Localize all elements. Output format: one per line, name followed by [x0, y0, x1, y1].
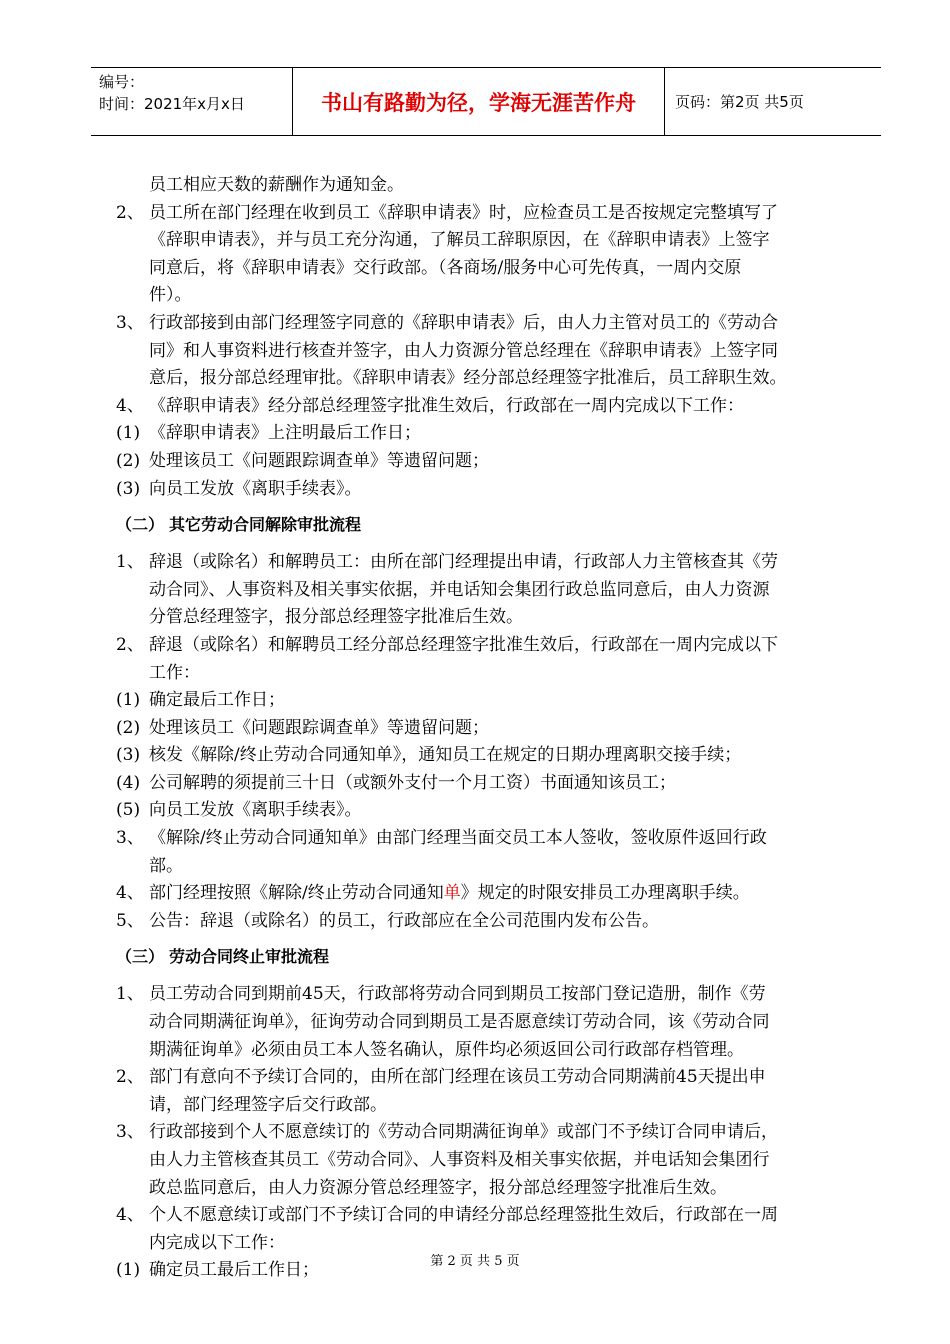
- sub-item: [116, 797, 876, 825]
- item-text: 向员工发放《离职手续表》。: [149, 800, 362, 821]
- item-number: 2、: [116, 202, 144, 223]
- sub-item: [116, 420, 876, 448]
- item-text: 处理该员工《问题跟踪调查单》等遗留问题；: [149, 450, 489, 471]
- section-heading: [116, 509, 876, 541]
- text-line: 动合同期满征询单》，征询劳动合同到期员工是否愿意续订劳动合同，该《劳动合同: [149, 1012, 770, 1033]
- sub-item: [116, 687, 876, 715]
- item-text: 处理该员工《问题跟踪调查单》等遗留问题；: [149, 717, 489, 738]
- list-item: [116, 549, 876, 577]
- list-item: [116, 310, 876, 338]
- text-line: 内完成以下工作：: [149, 1232, 285, 1253]
- item-number: 4、: [116, 1205, 144, 1226]
- item-text: 辞退（或除名）和解聘员工经分部总经理签字批准生效后，行政部在一周内完成以下: [149, 634, 778, 655]
- text-line: 员工相应天数的薪酬作为通知金。: [149, 175, 404, 195]
- item-number: 2、: [116, 634, 144, 655]
- item-text: 向员工发放《离职手续表》。: [149, 478, 362, 499]
- item-text-highlight: 单: [443, 883, 461, 904]
- section-title: 劳动合同终止审批流程: [169, 947, 330, 967]
- sub-item: [116, 742, 876, 770]
- header-meta-cell: [91, 68, 293, 135]
- item-text: 确定最后工作日；: [149, 690, 285, 711]
- text-line: 期满征询单》必须由员工本人签名确认，原件均必须返回公司行政部存档管理。: [149, 1039, 744, 1060]
- time-label: 时间：2021年x月x日: [99, 95, 245, 113]
- item-text: 行政部接到个人不愿意续订的《劳动合同期满征询单》或部门不予续订合同申请后，: [149, 1122, 778, 1143]
- item-text: 公司解聘的须提前三十日（或额外支付一个月工资）书面通知该员工；: [149, 772, 676, 793]
- text-line: 分管总经理签字，报分部总经理签字批准后生效。: [149, 607, 523, 628]
- list-item: [116, 632, 876, 660]
- text-line: 请，部门经理签字后交行政部。: [149, 1094, 387, 1115]
- list-item: [116, 1119, 876, 1147]
- item-number: 2、: [116, 1067, 144, 1088]
- list-item: [116, 1064, 876, 1092]
- item-number: 4、: [116, 395, 144, 416]
- item-number: (3): [116, 478, 141, 499]
- sub-item: [116, 448, 876, 476]
- item-text: 公告：辞退（或除名）的员工，行政部应在全公司范围内发布公告。: [149, 910, 659, 931]
- text-line: 同》和人事资料进行核查并签字，由人力资源分管总经理在《辞职申请表》上签字同: [149, 340, 778, 361]
- text-line: 部。: [149, 855, 183, 876]
- item-number: 3、: [116, 312, 144, 333]
- item-number: (3): [116, 745, 141, 766]
- item-number: 5、: [116, 910, 144, 931]
- text-line: 工作：: [149, 662, 200, 683]
- page-footer: 第 2 页 共 5 页: [430, 1254, 520, 1269]
- sub-item: [116, 476, 876, 504]
- list-item: [116, 200, 876, 228]
- item-text: 核发《解除/终止劳动合同通知单》，通知员工在规定的日期办理离职交接手续；: [149, 745, 742, 766]
- item-number: (2): [116, 450, 141, 471]
- text-line: 同意后，将《辞职申请表》交行政部。（各商场/服务中心可先传真，一周内交原: [149, 257, 742, 278]
- list-item: [116, 1202, 876, 1230]
- header-page-label: 页码：第2页 共5页: [675, 93, 804, 111]
- text-line: 意后，报分部总经理审批。《辞职申请表》经分部总经理签字批准后，员工辞职生效。: [149, 368, 787, 389]
- list-item: [116, 908, 876, 936]
- item-number: 4、: [116, 883, 144, 904]
- section-number: （三）: [116, 947, 165, 967]
- item-text: 行政部接到由部门经理签字同意的《辞职申请表》后，由人力主管对员工的《劳动合: [149, 312, 778, 333]
- item-text-c: 》规定的时限安排员工办理离职手续。: [460, 883, 750, 904]
- item-number: (1): [116, 690, 141, 711]
- item-number: 1、: [116, 984, 144, 1005]
- item-number: (2): [116, 717, 141, 738]
- item-number: (4): [116, 772, 141, 793]
- item-text: 《解除/终止劳动合同通知单》由部门经理当面交员工本人签收，签收原件返回行政: [149, 828, 767, 849]
- item-text: 员工劳动合同到期前45天，行政部将劳动合同到期员工按部门登记造册，制作《劳: [149, 984, 766, 1005]
- list-item: [116, 393, 876, 421]
- list-item: [116, 825, 876, 853]
- sub-item: [116, 770, 876, 798]
- serial-label: 编号：: [99, 73, 145, 91]
- item-text: 确定员工最后工作日；: [149, 1260, 319, 1281]
- section-heading: [116, 941, 876, 973]
- item-text: 个人不愿意续订或部门不予续订合同的申请经分部总经理签批生效后，行政部在一周: [149, 1205, 778, 1226]
- header-motto: 书山有路勤为径，学海无涯苦作舟: [293, 68, 665, 135]
- item-text-a: 部门经理按照《解除/终止劳动合同通知: [149, 883, 444, 904]
- text-line: 政总监同意后，由人力资源分管总经理签字，报分部总经理签字批准后生效。: [149, 1177, 727, 1198]
- list-item: [116, 981, 876, 1009]
- text-line: 由人力主管核查其员工《劳动合同》、人事资料及相关事实依据，并电话知会集团行: [149, 1150, 770, 1170]
- item-number: 3、: [116, 828, 144, 849]
- item-text: 辞退（或除名）和解聘员工：由所在部门经理提出申请，行政部人力主管核查其《劳: [149, 552, 778, 573]
- item-text: 《辞职申请表》上注明最后工作日；: [149, 423, 421, 444]
- item-text: 部门有意向不予续订合同的，由所在部门经理在该员工劳动合同期满前45天提出申: [149, 1067, 766, 1088]
- section-number: （二）: [116, 515, 165, 535]
- item-number: 1、: [116, 552, 144, 573]
- text-line: 动合同》、人事资料及相关事实依据，并电话知会集团行政总监同意后，由人力资源: [149, 579, 770, 600]
- item-number: (5): [116, 800, 141, 821]
- text-line: 《辞职申请表》，并与员工充分沟通，了解员工辞职原因，在《辞职申请表》上签字: [149, 230, 770, 251]
- item-text: 员工所在部门经理在收到员工《辞职申请表》时，应检查员工是否按规定完整填写了: [149, 202, 778, 223]
- text-line: 件）。: [149, 285, 192, 306]
- document-body: [116, 172, 876, 1285]
- item-number: (1): [116, 1260, 141, 1281]
- item-number: 3、: [116, 1122, 144, 1143]
- sub-item: [116, 715, 876, 743]
- list-item: [116, 880, 876, 908]
- item-number: (1): [116, 423, 141, 444]
- section-title: 其它劳动合同解除审批流程: [169, 515, 362, 535]
- document-header: [91, 67, 881, 136]
- item-text: 《辞职申请表》经分部总经理签字批准生效后，行政部在一周内完成以下工作：: [149, 395, 744, 416]
